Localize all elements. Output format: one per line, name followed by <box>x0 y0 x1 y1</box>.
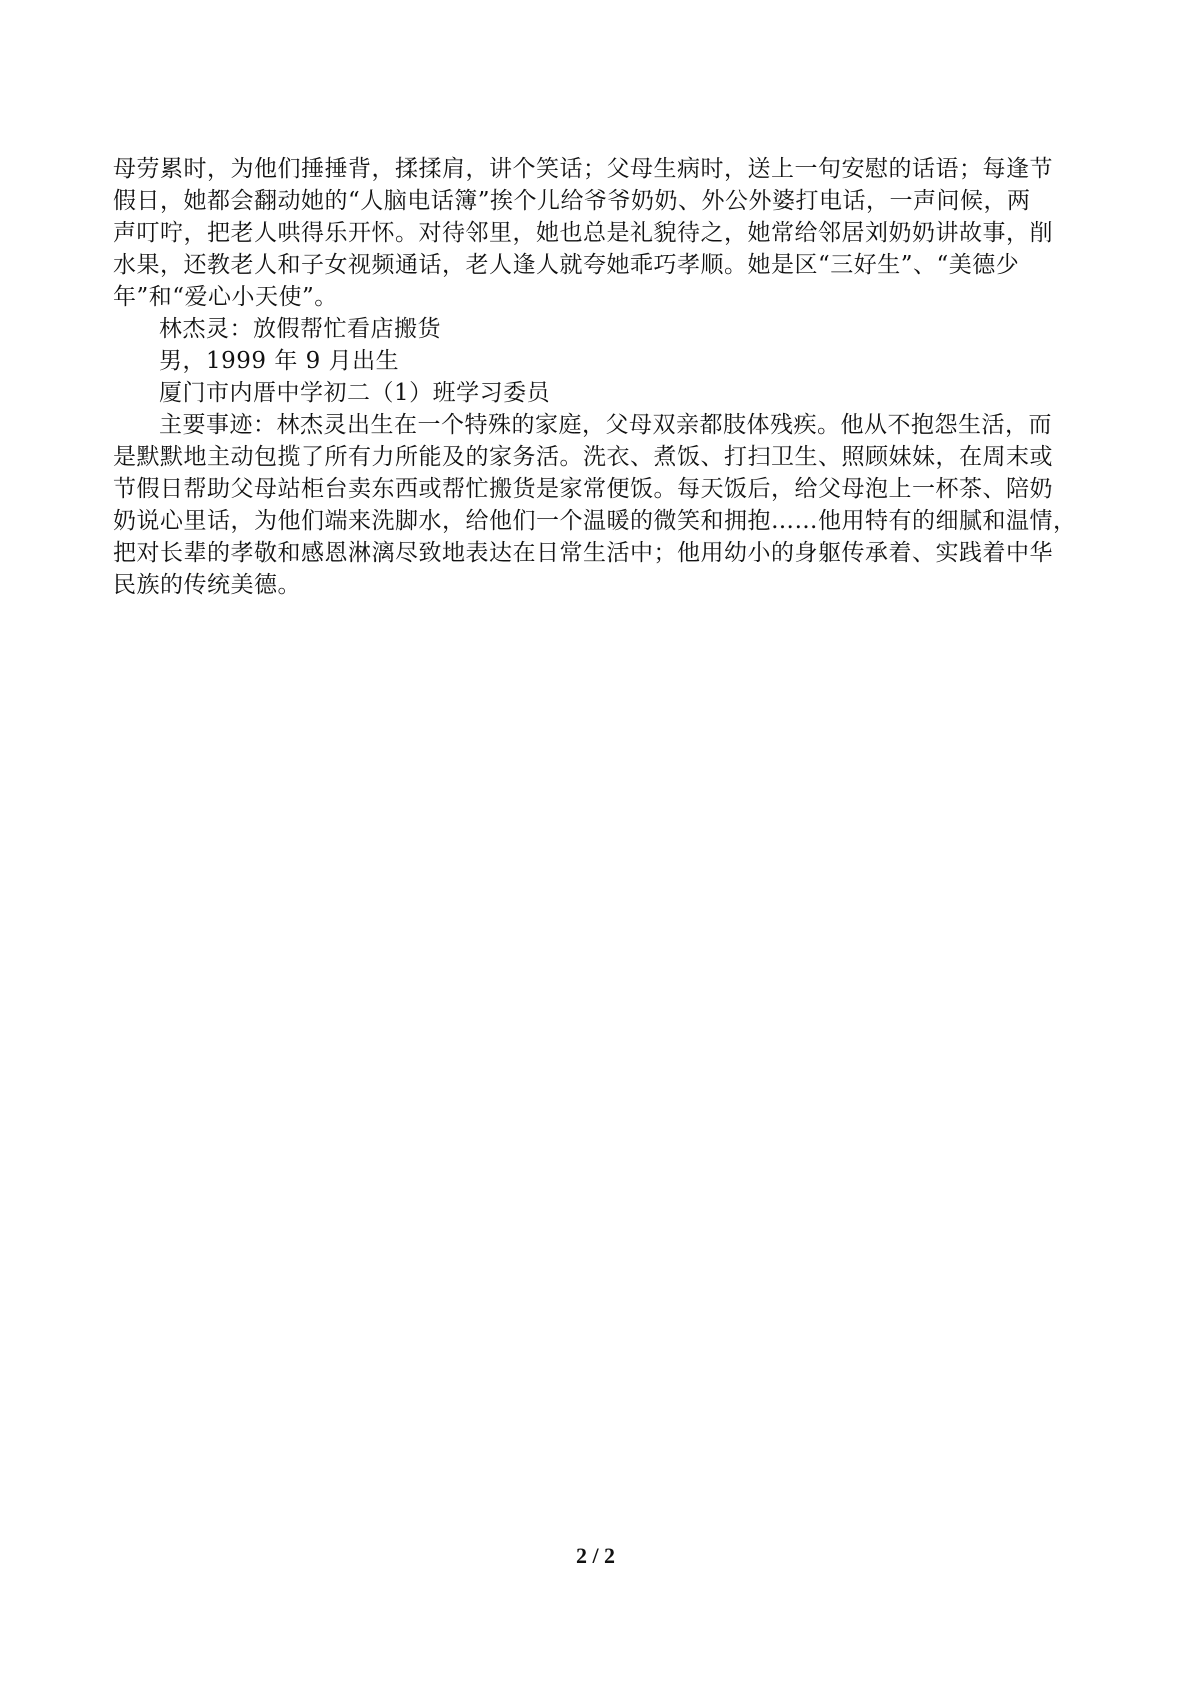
text-line: 主要事迹：林杰灵出生在一个特殊的家庭，父母双亲都肢体残疾。他从不抱怨生活，而 <box>159 412 1052 438</box>
profile-gender-birth: 男，1999 年 9 月出生 <box>159 348 400 374</box>
text-line: 声叮咛，把老人哄得乐开怀。对待邻里，她也总是礼貌待之，她常给邻居刘奶奶讲故事，削 <box>113 220 1053 246</box>
text-line: 把对长辈的孝敬和感恩淋漓尽致地表达在日常生活中；他用幼小的身躯传承着、实践着中华 <box>113 540 1053 566</box>
document-body <box>113 153 1095 601</box>
profile-heading: 林杰灵：放假帮忙看店搬货 <box>159 316 441 342</box>
profile-school-role: 厦门市内厝中学初二（1）班学习委员 <box>159 380 551 406</box>
text-line: 假日，她都会翻动她的“人脑电话簿”挨个儿给爷爷奶奶、外公外婆打电话，一声问候，两 <box>113 188 1031 214</box>
paragraph-1 <box>113 153 1095 313</box>
page-number: 2 / 2 <box>575 1543 616 1568</box>
paragraph-2 <box>113 409 1095 601</box>
text-line: 母劳累时，为他们捶捶背，揉揉肩，讲个笑话；父母生病时，送上一句安慰的话语；每逢节 <box>113 156 1053 182</box>
text-line: 奶说心里话，为他们端来洗脚水，给他们一个温暖的微笑和拥抱……他用特有的细腻和温情， <box>113 508 1077 534</box>
text-line: 年”和“爱心小天使”。 <box>113 284 338 310</box>
text-line: 节假日帮助父母站柜台卖东西或帮忙搬货是家常便饭。每天饭后，给父母泡上一杯茶、陪奶 <box>113 476 1053 502</box>
profile-block <box>113 313 1095 409</box>
text-line: 水果，还教老人和子女视频通话，老人逢人就夸她乖巧孝顺。她是区“三好生”、“美德少 <box>113 252 1020 278</box>
text-line: 民族的传统美德。 <box>113 572 301 598</box>
text-line: 是默默地主动包揽了所有力所能及的家务活。洗衣、煮饭、打扫卫生、照顾妹妹，在周末或 <box>113 444 1053 470</box>
